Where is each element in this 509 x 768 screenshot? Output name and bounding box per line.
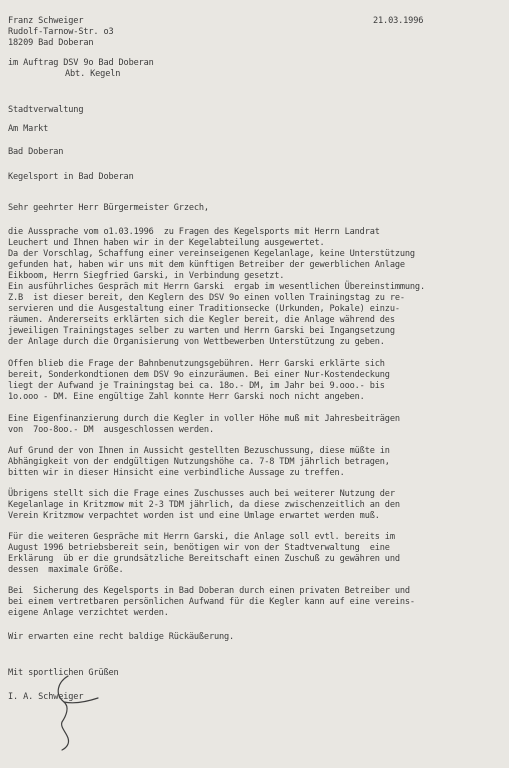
body-line: gefunden hat, haben wir uns mit dem künftigen Betreiber der gewerblichen Anlage bbox=[8, 260, 405, 270]
recipient-line-3: Bad Doberan bbox=[8, 147, 64, 157]
body-line: August 1996 betriebsbereit sein, benötigen wir von der Stadtverwaltung eine bbox=[8, 543, 390, 553]
body-line: liegt der Aufwand je Trainingstag bei ca. 18o.- DM, im Jahr bei 9.ooo.- bis bbox=[8, 381, 385, 391]
body-line: Wir erwarten eine recht baldige Rückäußerung. bbox=[8, 632, 235, 642]
body-line: Übrigens stellt sich die Frage eines Zuschusses auch bei weiterer Nutzung der bbox=[8, 489, 395, 499]
body-line: dessen maximale Größe. bbox=[8, 565, 124, 575]
body-line: bitten wir in dieser Hinsicht eine verbindliche Aussage zu treffen. bbox=[8, 468, 345, 478]
recipient-line-1: Stadtverwaltung bbox=[8, 105, 84, 115]
body-line: Für die weiteren Gespräche mit Herrn Garski, die Anlage soll evtl. bereits im bbox=[8, 532, 395, 542]
body-line: servieren und die Ausgestaltung einer Traditionsecke (Urkunden, Pokale) einzu- bbox=[8, 304, 400, 314]
body-line: Z.B ist dieser bereit, den Keglern des DSV 9o einen vollen Trainingstag zu re- bbox=[8, 293, 405, 303]
body-line: Leuchert und Ihnen haben wir in der Kegelabteilung ausgewertet. bbox=[8, 238, 325, 248]
subject-line: Kegelsport in Bad Doberan bbox=[8, 172, 134, 182]
body-line: von 7oo-8oo.- DM ausgeschlossen werden. bbox=[8, 425, 214, 435]
body-line: räumen. Andererseits erklärten sich die Kegler bereit, die Anlage während des bbox=[8, 315, 395, 325]
handwritten-signature bbox=[40, 672, 110, 752]
body-line: eigene Anlage verzichtet werden. bbox=[8, 608, 169, 618]
body-line: Abhängigkeit von der endgültigen Nutzungshöhe ca. 7-8 TDM jährlich betragen, bbox=[8, 457, 390, 467]
body-line: Kegelanlage in Kritzmow mit 2-3 TDM jährlich, da diese zwischenzeitlich an den bbox=[8, 500, 400, 510]
recipient-line-2: Am Markt bbox=[8, 124, 49, 134]
sender-line-1: Franz Schweiger bbox=[8, 16, 84, 26]
salutation: Sehr geehrter Herr Bürgermeister Grzech, bbox=[8, 203, 209, 213]
body-line: Auf Grund der von Ihnen in Aussicht gestellten Bezuschussung, diese müßte in bbox=[8, 446, 390, 456]
sender-line-2: Rudolf-Tarnow-Str. o3 bbox=[8, 27, 114, 37]
body-line: Eikboom, Herrn Siegfried Garski, in Verbindung gesetzt. bbox=[8, 271, 285, 281]
body-line: Erklärung üb er die grundsätzliche Bereitschaft einen Zuschuß zu gewähren und bbox=[8, 554, 400, 564]
body-line: Eine Eigenfinanzierung durch die Kegler in voller Höhe muß mit Jahresbeiträgen bbox=[8, 414, 400, 424]
on-behalf-line-1: im Auftrag DSV 9o Bad Doberan bbox=[8, 58, 154, 68]
body-line: Offen blieb die Frage der Bahnbenutzungsgebühren. Herr Garski erklärte sich bbox=[8, 359, 385, 369]
body-line: Verein Kritzmow verpachtet worden ist und eine Umlage erwartet werden muß. bbox=[8, 511, 380, 521]
body-line: Ein ausführliches Gespräch mit Herrn Garski ergab im wesentlichen Übereinstimmung. bbox=[8, 282, 425, 292]
body-line: der Anlage durch die Organisierung von Wettbewerben Unterstützung zu geben. bbox=[8, 337, 385, 347]
body-line: Bei Sicherung des Kegelsports in Bad Doberan durch einen privaten Betreiber und bbox=[8, 586, 410, 596]
body-line: die Aussprache vom o1.03.1996 zu Fragen des Kegelsports mit Herrn Landrat bbox=[8, 227, 380, 237]
body-line: Da der Vorschlag, Schaffung einer vereinseigenen Kegelanlage, keine Unterstützung bbox=[8, 249, 415, 259]
letter-date: 21.03.1996 bbox=[373, 16, 424, 26]
sender-line-3: 18209 Bad Doberan bbox=[8, 38, 94, 48]
body-line: bei einem vertretbaren persönlichen Aufwand für die Kegler kann auf eine vereins- bbox=[8, 597, 415, 607]
body-line: 1o.ooo - DM. Eine engültige Zahl konnte Herr Garski noch nicht angeben. bbox=[8, 392, 365, 402]
on-behalf-line-2: Abt. Kegeln bbox=[65, 69, 121, 79]
body-line: bereit, Sonderkondtionen dem DSV 9o einzuräumen. Bei einer Nur-Kostendeckung bbox=[8, 370, 390, 380]
body-line: jeweiligen Trainingstages selber zu warten und Herrn Garski bei Ingangsetzung bbox=[8, 326, 395, 336]
signatory-line: I. A. Schweiger bbox=[8, 692, 84, 702]
closing-line: Mit sportlichen Grüßen bbox=[8, 668, 119, 678]
